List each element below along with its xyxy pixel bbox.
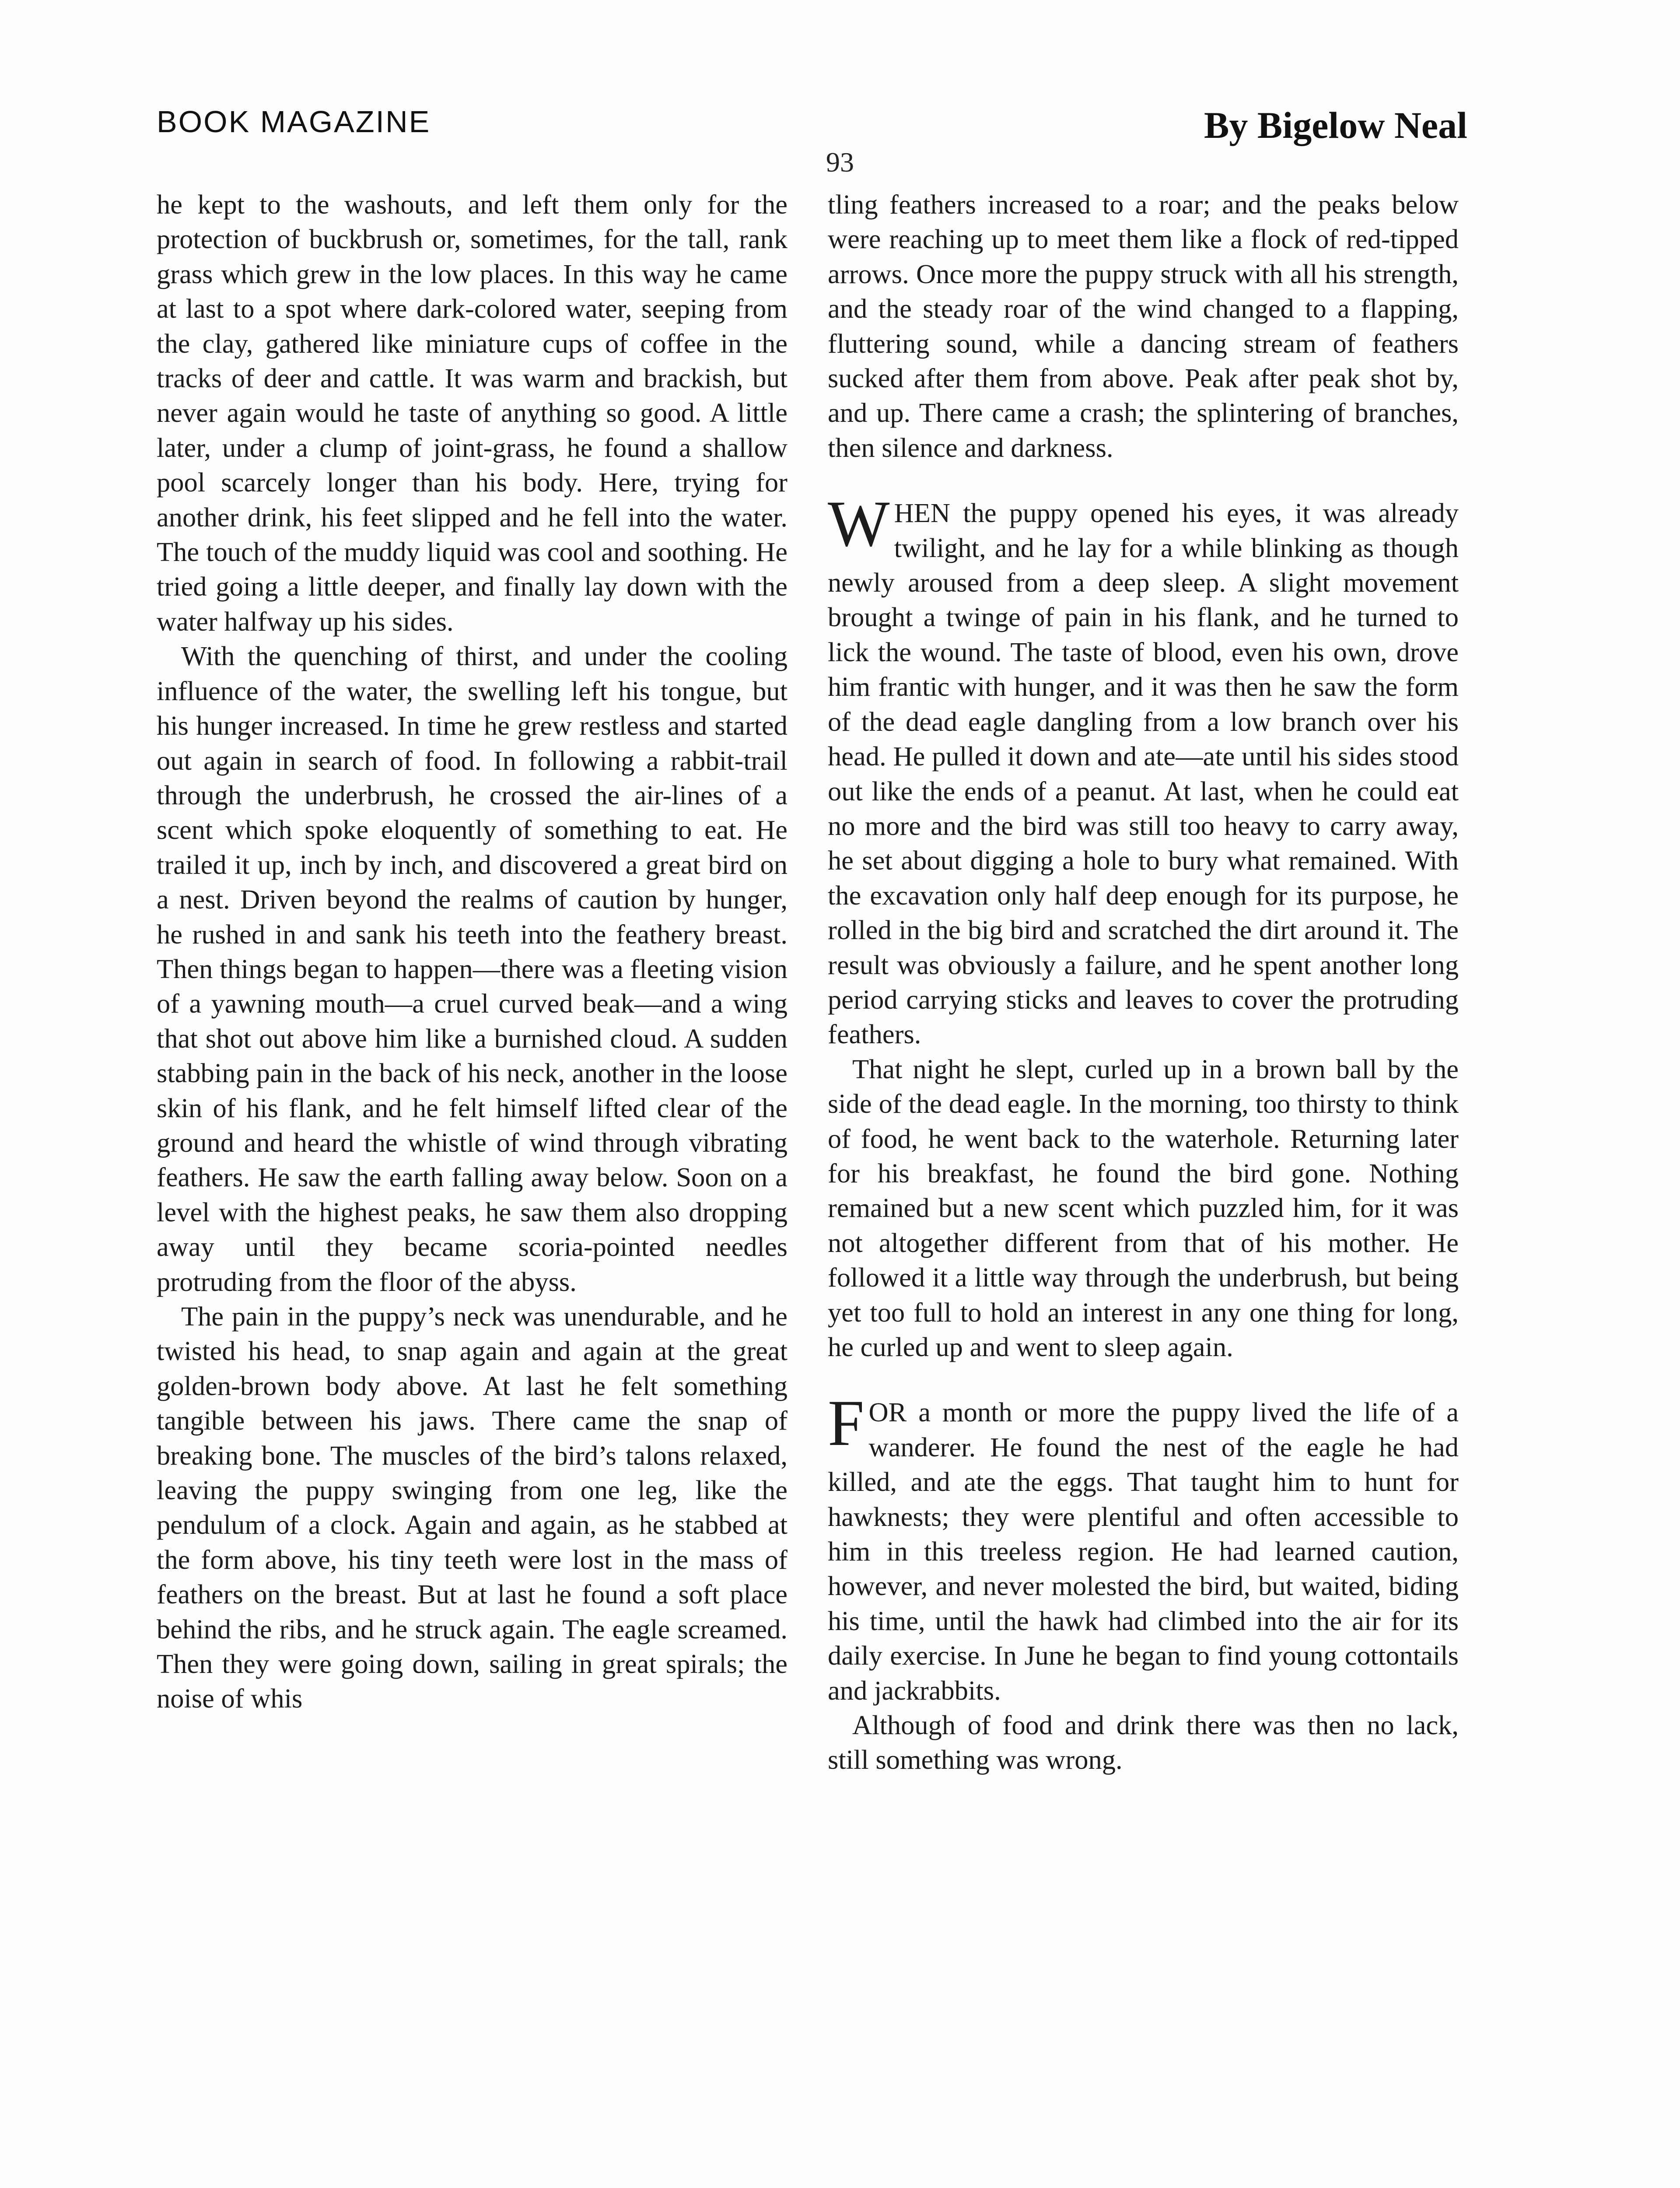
- text-column-right: [828, 187, 1459, 1778]
- paragraph: Although of food and drink there was then no lack, still something was wrong.: [828, 1710, 1459, 1775]
- section-paragraph: [828, 1387, 1459, 1708]
- running-head-author: By Bigelow Neal: [1204, 104, 1467, 146]
- lead-in-caps: HEN: [894, 498, 951, 529]
- drop-cap: F: [828, 1387, 864, 1460]
- paragraph-text: the puppy opened his eyes, it was already twilight, and he lay for a while blinking as though newly aroused from a deep sleep. A slight movement brought a twinge of pain in his flank, and he turned to lick the wound. The taste of blood, even his own, drove him frantic with hunger, and it was then he saw the form of the dead eagle dangling from a low branch over his head. He pulled it down and ate—ate until his sides stood out like the ends of a peanut. At last, when he could eat no more and the bird was still too heavy to carry away, he set about digging a hole to bury what remained. With the excavation only half deep enough for its purpose, he rolled in the big bird and scratched the dirt around it. The result was obviously a failure, and he spent another long period carrying sticks and leaves to cover the protruding feathers.: [828, 498, 1459, 1050]
- paragraph: That night he slept, curled up in a brown ball by the side of the dead eagle. In the morning, too thirsty to think of food, he went back to the waterhole. Returning later for his breakfast, he found the bird gone. Nothing remained but a new scent which puzzled him, for it was not altogether different from that of his mother. He followed it a little way through the underbrush, but being yet too full to hold an interest in any one thing for long, he curled up and went to sleep again.: [828, 1053, 1459, 1362]
- paragraph: he kept to the washouts, and left them only for the protection of buckbrush or, sometimes, for the tall, rank grass which grew in the low places. In this way he came at last to a spot where dark-colored water, seeping from the clay, gathered like miniature cups of coffee in the tracks of deer and cattle. It was warm and brackish, but never again would he taste of anything so good. A little later, under a clump of joint-grass, he found a shallow pool scarcely longer than his body. Here, trying for another drink, his feet slipped and he fell into the water. The touch of the muddy liquid was cool and soothing. He tried going a little deeper, and finally lay down with the water halfway up his sides.: [157, 189, 788, 637]
- paragraph: tling feathers increased to a roar; and the peaks below were reaching up to meet them like a flock of red-tipped arrows. Once more the puppy struck with all his strength, and the steady roar of the wind changed to a flapping, fluttering sound, while a dancing stream of feathers sucked after them from above. Peak after peak shot by, and up. There came a crash; the splintering of branches, then silence and darkness.: [828, 189, 1459, 463]
- running-head-magazine-title: BOOK MAGAZINE: [157, 105, 431, 139]
- text-column-left: [157, 187, 788, 1716]
- drop-cap: W: [828, 487, 890, 561]
- page-number: 93: [826, 147, 854, 178]
- lead-in-caps: OR: [868, 1397, 907, 1428]
- paragraph-text: a month or more the puppy lived the life of a wanderer. He found the nest of the eagle he had killed, and ate the eggs. That taught him to hunt for hawknests; they were plentiful and often accessible to him in this treeless region. He had learned caution, however, and never molested the bird, but waited, biding his time, until the hawk had climbed into the air for its daily exercise. In June he began to find young cottontails and jackrabbits.: [828, 1397, 1459, 1706]
- paragraph: The pain in the puppy’s neck was unendurable, and he twisted his head, to snap again and again at the great golden-brown body above. At last he felt something tangible between his jaws. There came the snap of breaking bone. The muscles of the bird’s talons relaxed, leaving the puppy swinging from one leg, like the pendulum of a clock. Again and again, as he stabbed at the form above, his tiny teeth were lost in the mass of feathers on the breast. But at last he found a soft place behind the ribs, and he struck again. The eagle screamed. Then they were going down, sailing in great spirals; the noise of whis: [157, 1301, 788, 1714]
- paragraph: With the quenching of thirst, and under the cooling influence of the water, the swelling left his tongue, but his hunger increased. In time he grew restless and started out again in search of food. In following a rabbit-trail through the underbrush, he crossed the air-lines of a scent which spoke eloquently of something to eat. He trailed it up, inch by inch, and discovered a great bird on a nest. Driven beyond the realms of caution by hunger, he rushed in and sank his teeth into the feathery breast. Then things began to happen—there was a fleeting vision of a yawning mouth—a cruel curved beak—and a wing that shot out above him like a burnished cloud. A sudden stabbing pain in the back of his neck, another in the loose skin of his flank, and he felt himself lifted clear of the ground and heard the whistle of wind through vibrating feathers. He saw the earth falling away below. Soon on a level with the highest peaks, he saw them also dropping away until they became scoria-pointed needles protruding from the floor of the abyss.: [157, 641, 788, 1297]
- section-paragraph: [828, 487, 1459, 1052]
